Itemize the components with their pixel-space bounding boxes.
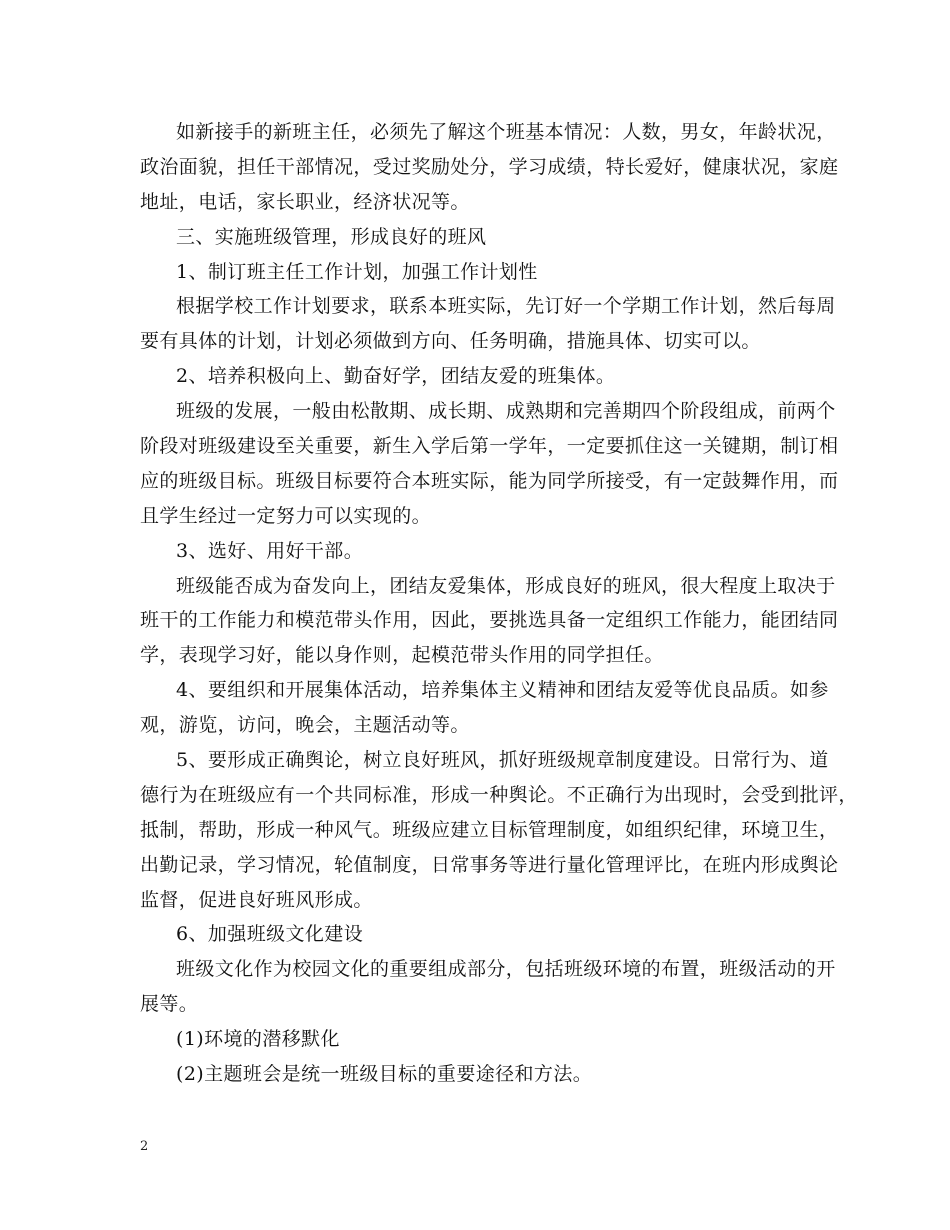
text-line: 三、实施班级管理，形成良好的班风 [176,225,487,248]
text-line: 2、培养积极向上、勤奋好学，团结友爱的班集体。 [176,365,616,388]
text-line: 班级文化作为校园文化的重要组成部分，包括班级环境的布置，班级活动的开 [176,958,836,981]
page-number: 2 [140,1139,149,1154]
text-line: 观，游览，访问，晚会，主题活动等。 [140,714,470,737]
text-line: 班级能否成为奋发向上，团结友爱集体，形成良好的班风，很大程度上取决于 [176,574,836,597]
text-line: 地址，电话，家长职业，经济状况等。 [140,190,470,213]
text-line: 展等。 [140,993,199,1016]
text-line: 政治面貌，担任干部情况，受过奖励处分，学习成绩，特长爱好，健康状况，家庭 [140,155,839,178]
text-line: 根据学校工作计划要求，联系本班实际，先订好一个学期工作计划，然后每周 [176,295,836,318]
text-line: 且学生经过一定努力可以实现的。 [140,504,432,527]
text-line: 4、要组织和开展集体活动，培养集体主义精神和团结友爱等优良品质。如参 [176,679,829,702]
text-line: 6、加强班级文化建设 [176,923,364,946]
text-line: 如新接手的新班主任，必须先了解这个班基本情况：人数，男女，年龄状况， [176,121,836,143]
text-line: 抵制，帮助，形成一种风气。班级应建立目标管理制度，如组织纪律，环境卫生， [140,818,839,841]
text-line: 3、选好、用好干部。 [176,539,364,562]
text-line: 1、制订班主任工作计划，加强工作计划性 [176,260,538,283]
text-line: 班干的工作能力和模范带头作用，因此，要挑选具备一定组织工作能力，能团结同 [140,609,839,632]
text-line: 出勤记录，学习情况，轮值制度，日常事务等进行量化管理评比，在班内形成舆论 [140,853,839,876]
text-line: 德行为在班级应有一个共同标准，形成一种舆论。不正确行为出现时，会受到批评， [140,783,858,806]
text-line: (1)环境的潜移默化 [176,1028,340,1051]
text-line: 5、要形成正确舆论，树立良好班风，抓好班级规章制度建设。日常行为、道 [176,749,829,772]
document-body [140,115,858,1092]
text-line: 班级的发展，一般由松散期、成长期、成熟期和完善期四个阶段组成，前两个 [176,400,836,423]
text-line: 监督，促进良好班风形成。 [140,888,373,911]
text-line: 学，表现学习好，能以身作则，起模范带头作用的同学担任。 [140,644,664,667]
text-line: 应的班级目标。班级目标要符合本班实际，能为同学所接受，有一定鼓舞作用，而 [140,469,839,492]
text-line: 阶段对班级建设至关重要，新生入学后第一学年，一定要抓住这一关键期，制订相 [140,435,839,458]
text-line: 要有具体的计划，计划必须做到方向、任务明确，措施具体、切实可以。 [140,330,761,353]
text-line: (2)主题班会是统一班级目标的重要途径和方法。 [176,1063,593,1086]
